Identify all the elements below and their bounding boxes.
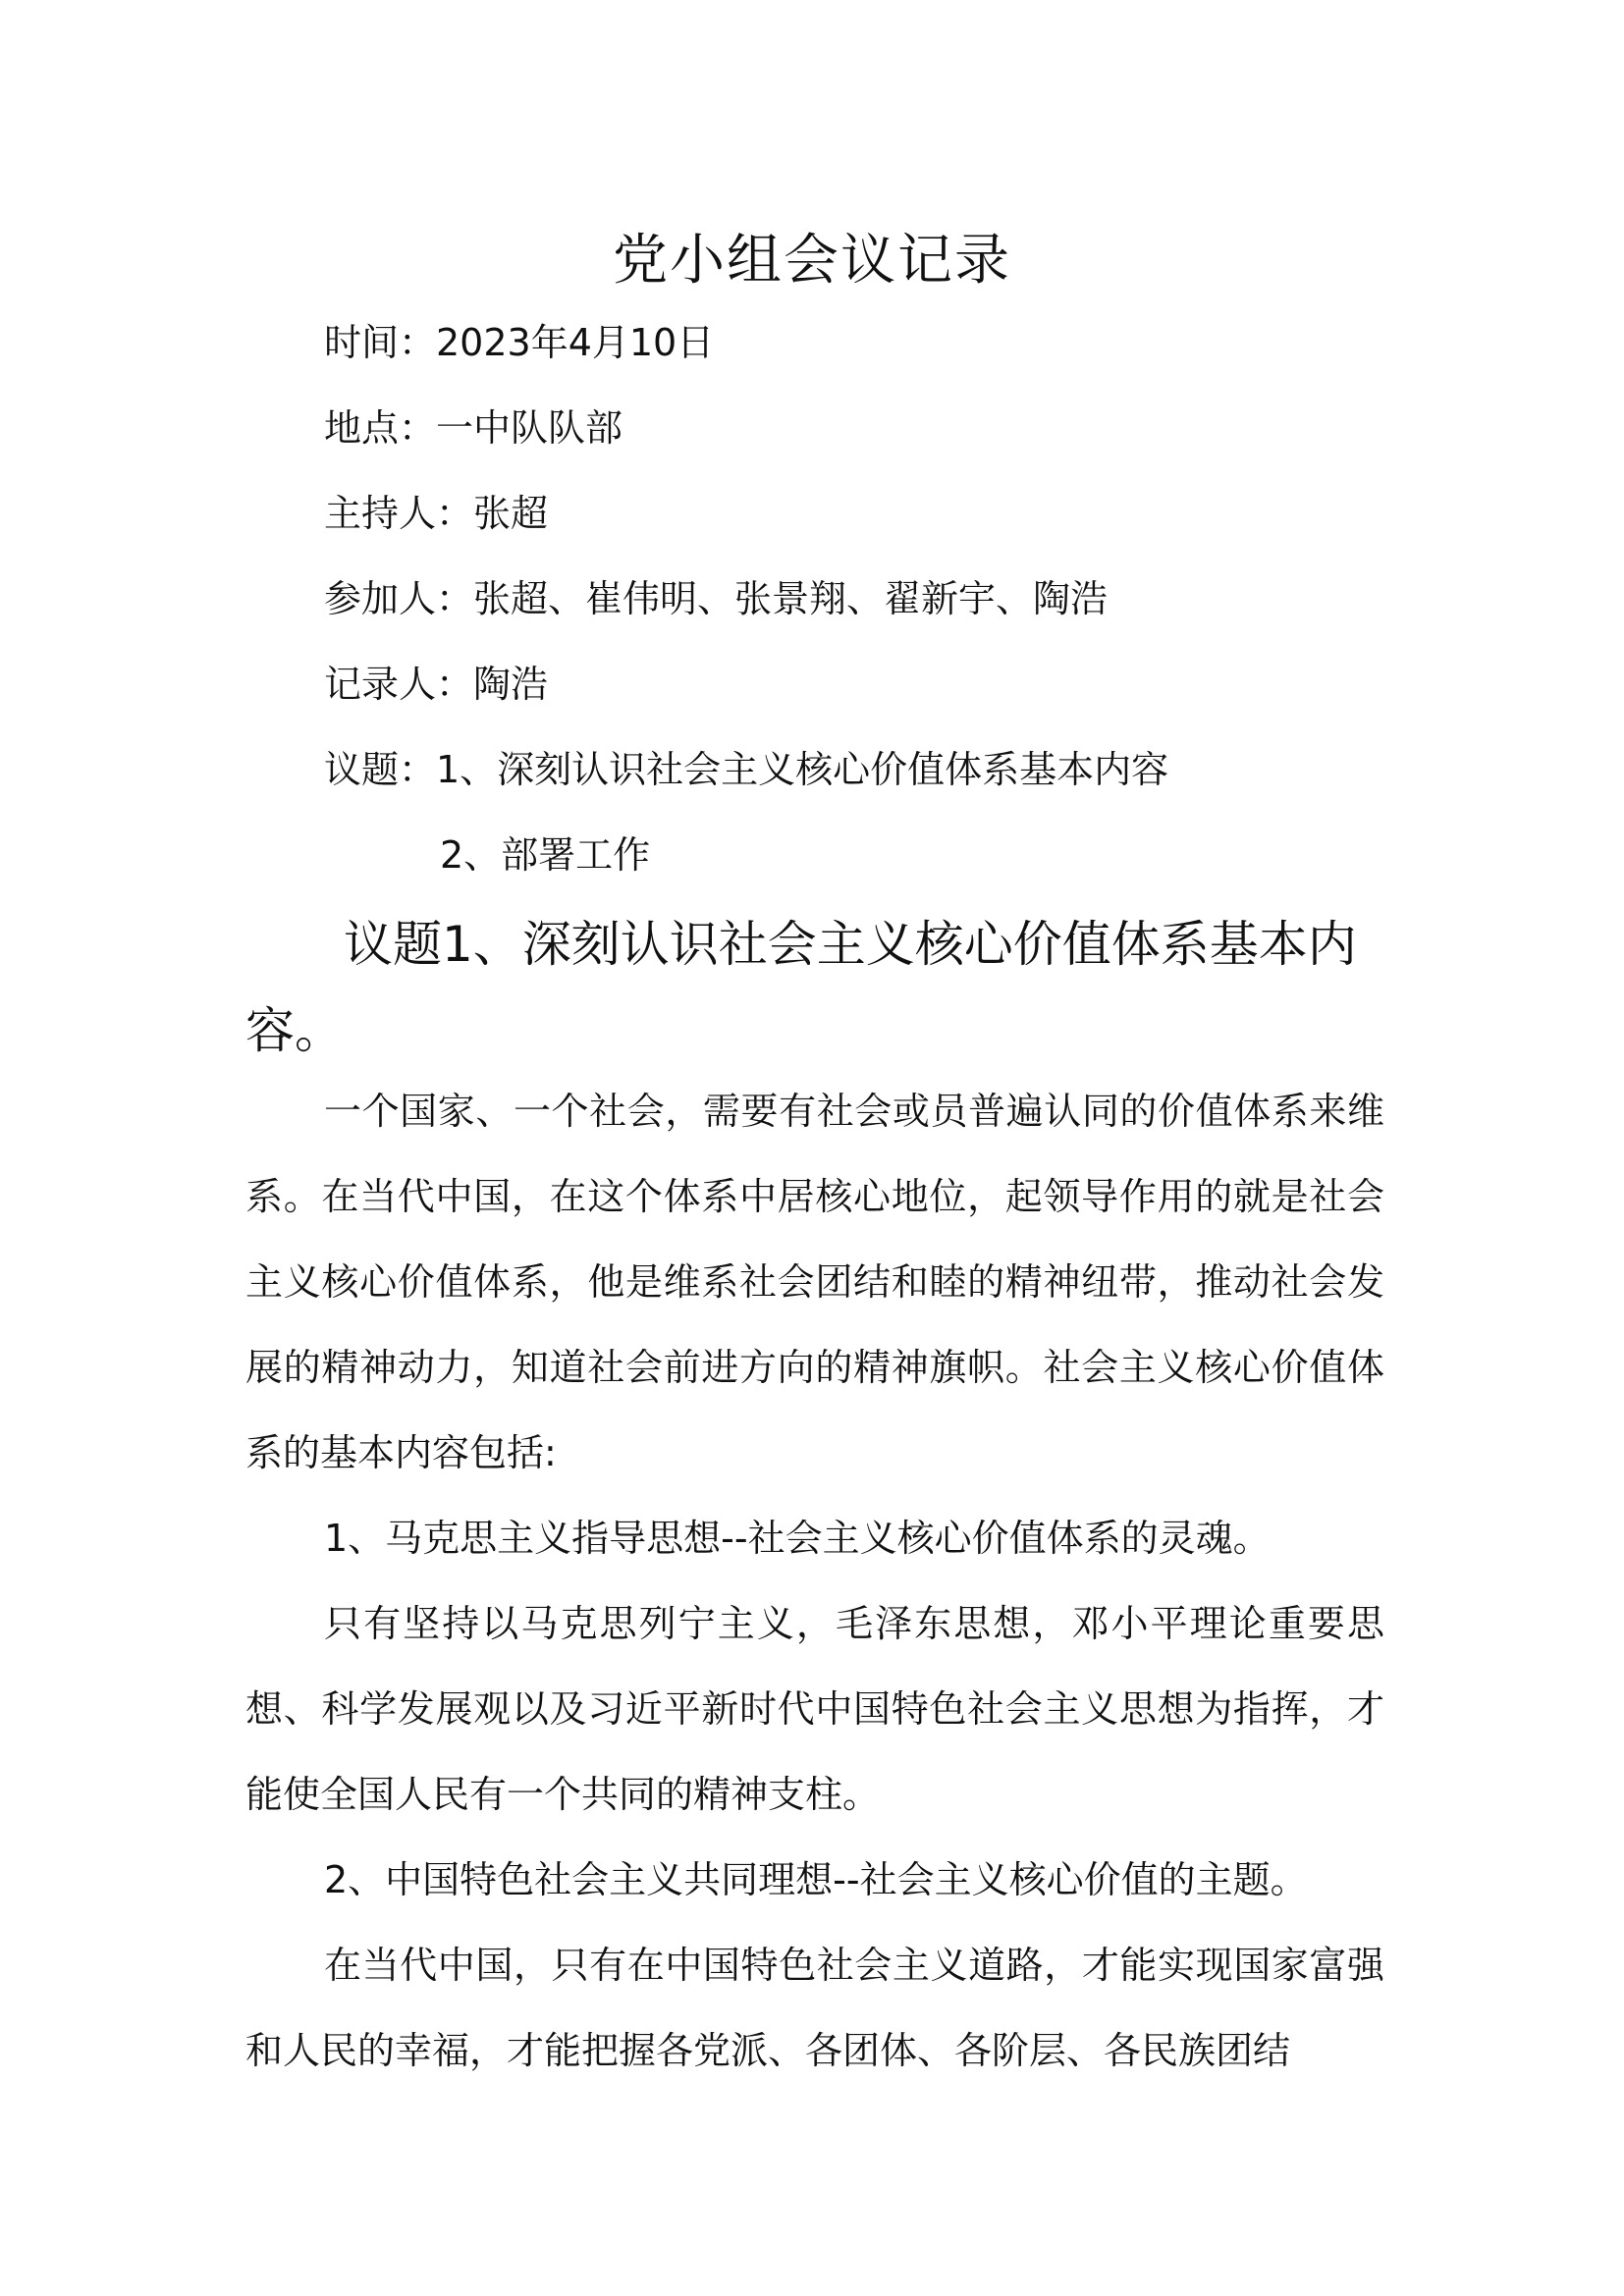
body-paragraph-intro: 一个国家、一个社会，需要有社会或员普遍认同的价值体系来维系。在当代中国，在这个体系中居核心地位，起领导作用的就是社会主义核心价值体系，他是维系社会团结和睦的精神纽带，推动社会发展的精神动力，知道社会前进方向的精神旗帜。社会主义核心价值体系的基本内容包括: xyxy=(245,1090,1384,1474)
body-paragraph-point-1-detail: 只有坚持以马克思列宁主义，毛泽东思想，邓小平理论重要思想、科学发展观以及习近平新时代中国特色社会主义思想为指挥，才能使全国人民有一个共同的精神支柱。 xyxy=(245,1602,1384,1816)
meeting-place: 地点：一中队队部 xyxy=(324,406,623,450)
document-title: 党小组会议记录 xyxy=(613,229,1011,293)
meeting-host: 主持人：张超 xyxy=(324,492,549,535)
body-paragraph-point-2-detail: 在当代中国，只有在中国特色社会主义道路，才能实现国家富强和人民的幸福，才能把握各党派、各团体、各阶层、各民族团结 xyxy=(245,1944,1384,2072)
meeting-time: 时间：2023年4月10日 xyxy=(324,321,715,364)
meeting-topic-1: 议题：1、深刻认识社会主义核心价值体系基本内容 xyxy=(324,748,1169,791)
section-heading: 议题1、深刻认识社会主义核心价值体系基本内容。 xyxy=(245,916,1357,1059)
meeting-participants: 参加人：张超、崔伟明、张景翔、翟新宇、陶浩 xyxy=(324,577,1109,620)
body-paragraph-point-2: 2、中国特色社会主义共同理想--社会主义核心价值的主题。 xyxy=(324,1858,1308,1901)
meeting-topic-2: 2、部署工作 xyxy=(440,833,651,877)
meeting-recorder: 记录人：陶浩 xyxy=(324,663,549,706)
body-paragraph-point-1: 1、马克思主义指导思想--社会主义核心价值体系的灵魂。 xyxy=(324,1517,1271,1560)
